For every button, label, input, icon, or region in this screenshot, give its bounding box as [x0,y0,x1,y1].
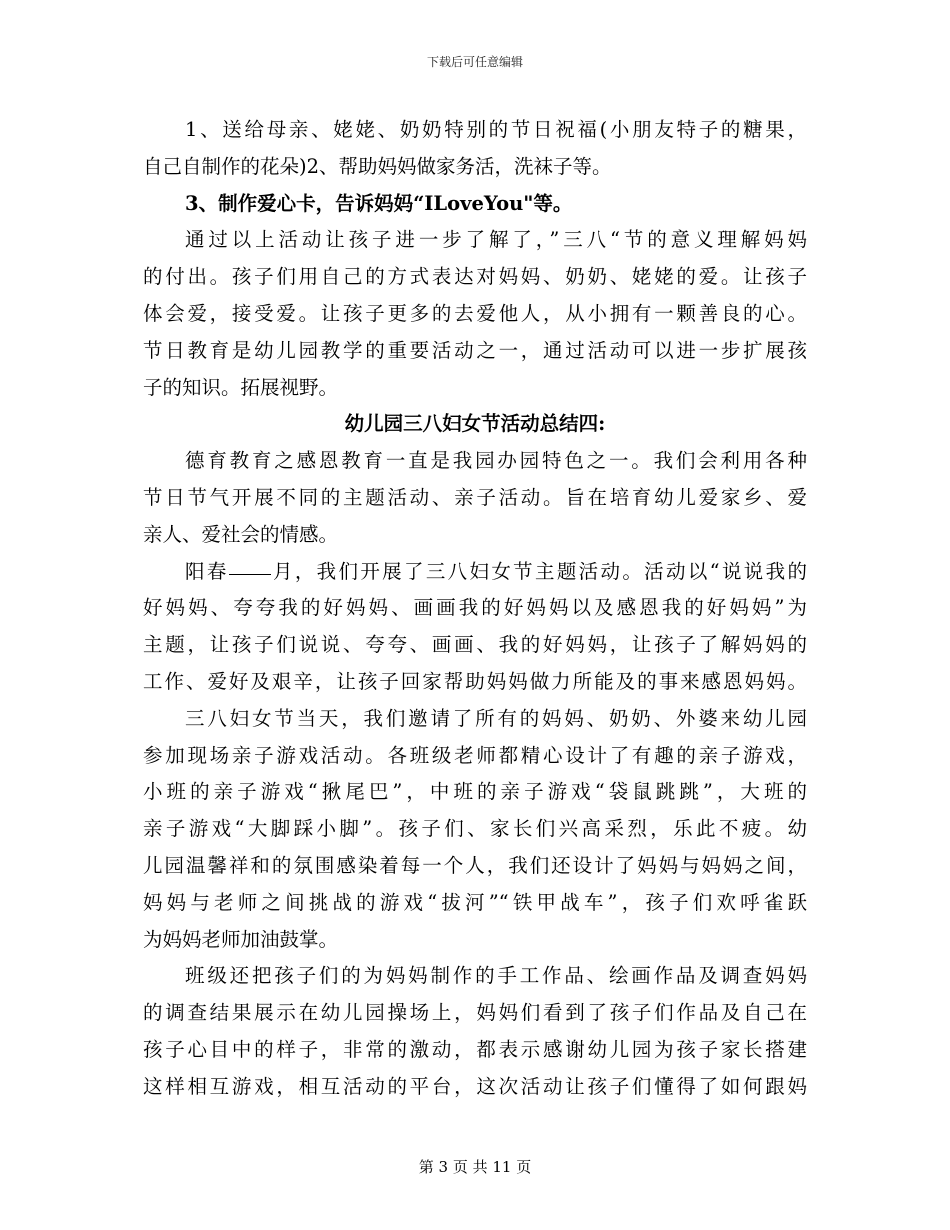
text-line: 通过以上活动让孩子进一步了解了，”三八“节的意义理解妈妈 [185,228,807,252]
text-line: 的调查结果展示在幼儿园操场上，妈妈们看到了孩子们作品及自己在 [143,1001,807,1025]
page-header: 下载后可任意编辑 [426,55,523,69]
text-line: 自己自制作的花朵)2、帮助妈妈做家务活，洗袜子等。 [143,154,612,178]
text-line: 1、送给母亲、姥姥、奶奶特别的节日祝福(小朋友特子的糖果， [185,118,807,141]
text-line: 好妈妈、夸夸我的好妈妈、画画我的好妈妈以及感恩我的好妈妈”为 [143,596,807,620]
text-line: 参加现场亲子游戏活动。各班级老师都精心设计了有趣的亲子游戏， [143,743,807,767]
text-line: 班级还把孩子们的为妈妈制作的手工作品、绘画作品及调查妈妈 [185,964,807,988]
page-footer: 第 3 页 共 11 页 [418,1158,532,1176]
text-line: 孩子心目中的样子，非常的激动，都表示感谢幼儿园为孩子家长搭建 [143,1037,807,1061]
fill-in-blank [229,573,271,575]
text-line: 的付出。孩子们用自己的方式表达对妈妈、奶奶、姥姥的爱。让孩子 [143,265,807,289]
text-line: 节日节气开展不同的主题活动、亲子活动。旨在培育幼儿爱家乡、爱 [143,485,807,509]
text-line: 儿园温馨祥和的氛围感染着每一个人，我们还设计了妈妈与妈妈之间， [143,853,807,877]
text-line: 亲人、爱社会的情感。 [143,522,339,546]
text-line: 主题，让孩子们说说、夸夸、画画、我的好妈妈，让孩子了解妈妈的 [143,633,807,657]
text-line: 三八妇女节当天，我们邀请了所有的妈妈、奶奶、外婆来幼儿园 [185,706,807,730]
text-fragment: 阳春 [185,559,229,583]
text-line: 妈妈与老师之间挑战的游戏“拔河”“铁甲战车”，孩子们欢呼雀跃 [143,890,807,914]
text-line: 德育教育之感恩教育一直是我园办园特色之一。我们会利用各种 [185,449,807,473]
text-line: 这样相互游戏，相互活动的平台，这次活动让孩子们懂得了如何跟妈 [143,1074,807,1098]
text-line: 亲子游戏“大脚踩小脚”。孩子们、家长们兴高采烈，乐此不疲。幼 [143,817,807,841]
section-heading: 幼儿园三八妇女节活动总结四: [344,412,606,436]
text-line: 节日教育是幼儿园教学的重要活动之一，通过活动可以进一步扩展孩 [143,338,807,362]
text-line: 为妈妈老师加油鼓掌。 [143,927,339,951]
text-line: 体会爱，接受爱。让孩子更多的去爱他人，从小拥有一颗善良的心。 [143,301,807,325]
bold-item: 3、制作爱心卡，告诉妈妈“ILoveYou"等。 [185,191,573,215]
text-line: 小班的亲子游戏“揪尾巴”，中班的亲子游戏“袋鼠跳跳”，大班的 [143,780,807,804]
text-fragment: 月，我们开展了三八妇女节主题活动。活动以“说说我的 [270,559,807,583]
text-line: 工作、爱好及艰辛，让孩子回家帮助妈妈做力所能及的事来感恩妈妈。 [143,669,807,693]
text-line-with-blank [143,554,807,591]
text-line: 子的知识。拓展视野。 [143,375,339,399]
document-body [143,112,807,1106]
